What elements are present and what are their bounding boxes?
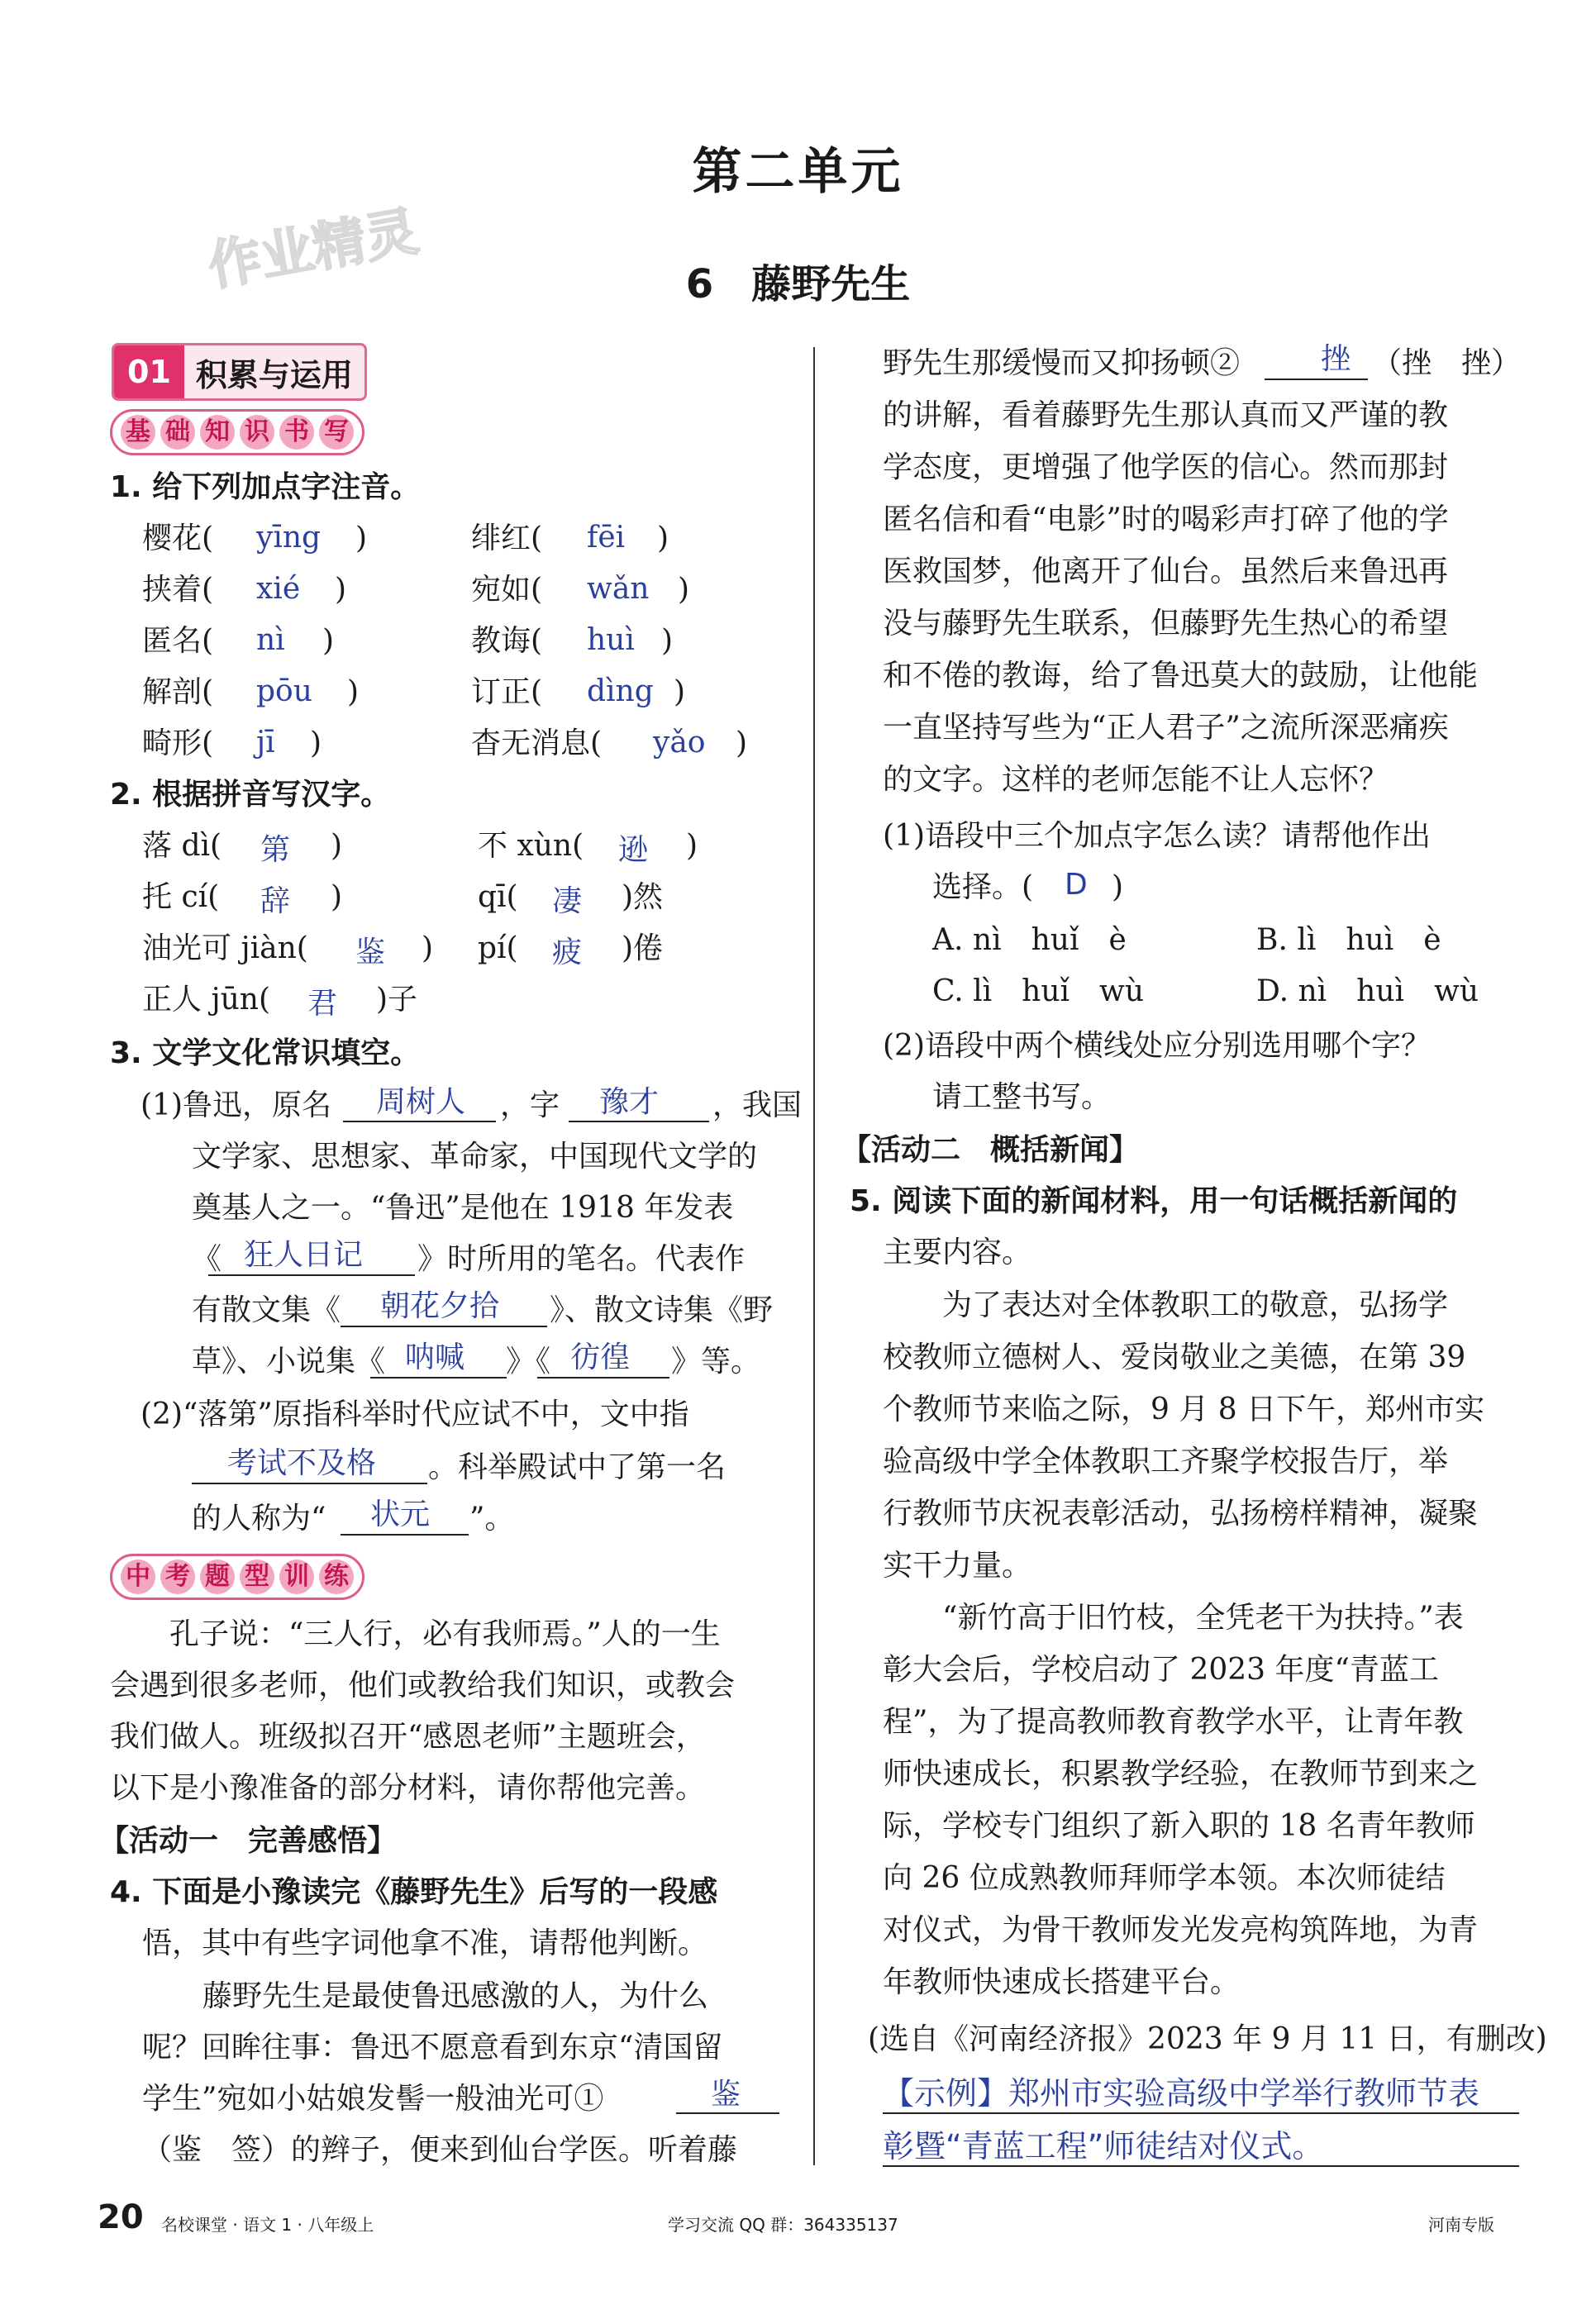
q4-passage: 医救国梦，他离开了仙台。虽然后来鲁迅再: [883, 555, 1449, 588]
paren-close: ): [422, 931, 434, 965]
q4-passage: （挫 挫）: [1372, 346, 1522, 380]
exam-training-tag: [110, 1554, 364, 1600]
q3-text: (1)鲁迅，原名: [141, 1088, 331, 1122]
exam-intro-line: 孔子说：“三人行，必有我师焉。”人的一生: [169, 1617, 721, 1651]
activity-two-heading: 【活动二 概括新闻】: [841, 1133, 1140, 1167]
option-b: B. lì huì è: [1256, 923, 1441, 957]
paren-close: ): [322, 624, 335, 658]
q4-passage: 野先生那缓慢而又抑扬顿②: [883, 346, 1241, 380]
q4-blank1-answer: 鉴: [711, 2078, 741, 2112]
q4-passage: 的讲解，看着藤野先生那认真而又严谨的教: [883, 398, 1449, 432]
q2-answer: 辞: [260, 884, 291, 918]
q1-item: 订正(: [471, 675, 543, 709]
edition: 河南专版: [1428, 2215, 1494, 2235]
basic-knowledge-tag: [110, 409, 364, 455]
paren-close: ): [331, 880, 343, 914]
watermark: 作业精灵: [203, 201, 423, 298]
q4-passage: 学生”宛如小姑娘发髻一般油光可①: [142, 2082, 604, 2116]
option-a: A. nì huǐ è: [932, 923, 1127, 957]
news-line: 际，学校专门组织了新入职的 18 名青年教师: [883, 1809, 1475, 1843]
q1-answer: yǎo: [653, 726, 706, 760]
q5-example-answer: 彰暨“青蓝工程”师徒结对仪式。: [883, 2128, 1324, 2164]
q4-sub1: ): [1112, 870, 1124, 904]
tag-char: 知: [200, 415, 235, 450]
section-number: 01: [114, 345, 184, 398]
q3-text: 文学家、思想家、革命家，中国现代文学的: [192, 1140, 758, 1174]
tag-char: 中: [121, 1559, 155, 1594]
q4-sub2: 请工整书写。: [932, 1080, 1112, 1114]
news-line: 验高级中学全体教职工齐聚学校报告厅，举: [883, 1445, 1449, 1479]
paren-close: ): [686, 829, 698, 863]
q3-text: (2)“落第”原指科举时代应试不中，文中指: [141, 1398, 689, 1431]
paren-close: )倦: [622, 931, 664, 965]
q2-answer: 第: [260, 833, 291, 867]
q4-sub1-answer: D: [1065, 868, 1088, 902]
q2-answer: 逊: [618, 833, 649, 867]
tag-char: 题: [200, 1559, 235, 1594]
q3-answer: 考试不及格: [227, 1446, 377, 1480]
news-line: 程”，为了提高教师教育教学水平，让青年教: [883, 1705, 1464, 1739]
q3-text: 奠基人之一。“鲁迅”是他在 1918 年发表: [192, 1191, 734, 1225]
q2-answer: 疲: [552, 936, 583, 969]
tag-char: 型: [240, 1559, 274, 1594]
q1-item: 畸形(: [142, 726, 214, 760]
q4-passage: 藤野先生是最使鲁迅感激的人，为什么: [202, 1979, 709, 2013]
tag-char: 练: [319, 1559, 354, 1594]
tag-char: 训: [279, 1559, 314, 1594]
section-tag: [112, 343, 367, 401]
answer-underline: [883, 2112, 1519, 2114]
option-d: D. nì huì wù: [1256, 974, 1479, 1008]
q5-title: 5. 阅读下面的新闻材料，用一句话概括新闻的: [850, 1184, 1458, 1218]
q3-text: ，我国: [712, 1088, 803, 1122]
answer-underline: [341, 1326, 547, 1327]
q1-answer: yīng: [256, 521, 322, 555]
news-line: 为了表达对全体教职工的敬意，弘扬学: [942, 1288, 1449, 1322]
lesson-title: [0, 252, 1596, 309]
q4-passage: 匿名信和看“电影”时的喝彩声打碎了他的学: [883, 502, 1449, 536]
paren-close: ): [661, 624, 674, 658]
news-line: 行教师节庆祝表彰活动，弘扬榜样精神，凝聚: [883, 1497, 1479, 1531]
q4-title: 4. 下面是小豫读完《藤野先生》后写的一段感: [110, 1875, 718, 1909]
news-line: 个教师节来临之际，9 月 8 日下午，郑州市实: [883, 1393, 1485, 1426]
lesson-number: 6: [685, 261, 714, 307]
tag-char: 识: [240, 415, 274, 450]
q1-item: 宛如(: [471, 573, 543, 607]
q3-text: 》、散文诗集《野: [550, 1293, 774, 1327]
q3-text: ，字: [500, 1088, 560, 1122]
tag-char: 考: [160, 1559, 195, 1594]
q3-text: 》《: [506, 1345, 551, 1379]
q4-passage: 的文字。这样的老师怎能不让人忘怀？: [883, 763, 1389, 797]
exam-intro-line: 以下是小豫准备的部分材料，请你帮他完善。: [110, 1771, 706, 1805]
q4-sub2: (2)语段中两个横线处应分别选用哪个字？: [883, 1029, 1431, 1063]
q3-answer: 狂人日记: [244, 1238, 364, 1272]
answer-underline: [1265, 379, 1368, 380]
page-number: 20: [98, 2198, 144, 2236]
unit-title: 第二单元: [692, 143, 904, 201]
q3-answer: 豫才: [599, 1085, 660, 1119]
q2-item: 托 cí(: [142, 880, 220, 914]
paren-close: ): [331, 829, 343, 863]
exam-intro-line: 会遇到很多老师，他们或教给我们知识，或教会: [110, 1669, 736, 1702]
q3-answer: 状元: [370, 1498, 431, 1531]
q3-text: ”。: [469, 1502, 515, 1536]
q5-example-answer: 【示例】郑州市实验高级中学举行教师节表: [883, 2075, 1480, 2112]
news-line: “新竹高于旧竹枝，全凭老干为扶持。”表: [942, 1601, 1464, 1635]
q1-item: 樱花(: [142, 521, 214, 555]
q1-answer: huì: [587, 623, 635, 657]
answer-underline: [208, 1274, 415, 1276]
q1-item: 解剖(: [142, 675, 214, 709]
q3-text: 》等。: [671, 1345, 761, 1379]
q1-answer: dìng: [587, 674, 654, 708]
q3-title: 3. 文学文化常识填空。: [110, 1036, 421, 1070]
activity-one-heading: 【活动一 完善感悟】: [99, 1824, 398, 1858]
q4-passage: 一直坚持写些为“正人君子”之流所深恶痛疾: [883, 711, 1449, 745]
paren-close: ): [310, 726, 322, 760]
q4-blank2-answer: 挫: [1321, 342, 1351, 376]
qq-group: 学习交流 QQ 群：364335137: [668, 2215, 898, 2235]
q5-title: 主要内容。: [883, 1236, 1032, 1269]
tag-char: 础: [160, 415, 195, 450]
news-line: 年教师快速成长搭建平台。: [883, 1965, 1241, 1999]
q1-title: 1. 给下列加点字注音。: [110, 470, 421, 504]
q3-text: 有散文集《: [192, 1293, 341, 1327]
q1-item: 匿名(: [142, 624, 214, 658]
news-line: 对仪式，为骨干教师发光发亮构筑阵地，为青: [883, 1913, 1479, 1947]
q3-answer: 周树人: [376, 1085, 466, 1119]
paren-close: ): [347, 675, 360, 709]
q4-passage: 没与藤野先生联系，但藤野先生热心的希望: [883, 607, 1449, 640]
q1-answer: xié: [256, 572, 301, 606]
q2-item: pí(: [478, 931, 518, 965]
q1-item: 教诲(: [471, 624, 543, 658]
q1-answer: jī: [256, 726, 275, 760]
q2-item: 油光可 jiàn(: [142, 931, 308, 965]
q4-passage: （鉴 签）的辫子，便来到仙台学医。听着藤: [142, 2133, 738, 2167]
q2-item: qī(: [478, 880, 518, 914]
q2-item: 落 dì(: [142, 829, 222, 863]
q3-answer: 呐喊: [405, 1340, 465, 1374]
tag-char: 书: [279, 415, 314, 450]
q4-sub1: 选择。(: [932, 870, 1034, 904]
paren-close: )然: [622, 880, 664, 914]
q1-answer: nì: [256, 623, 285, 657]
news-line: 向 26 位成熟教师拜师学本领。本次师徒结: [883, 1861, 1446, 1895]
q3-text: 》时所用的笔名。代表作: [417, 1242, 746, 1276]
q3-text: 《: [192, 1242, 222, 1276]
q3-text: 。科举殿试中了第一名: [428, 1450, 727, 1484]
q1-item: 杳无消息(: [471, 726, 603, 760]
q4-passage: 和不倦的教诲，给了鲁迅莫大的鼓励，让他能: [883, 659, 1479, 693]
q1-answer: pōu: [256, 674, 312, 708]
news-line: 彰大会后，学校启动了 2023 年度“青蓝工: [883, 1653, 1439, 1687]
answer-underline: [341, 1534, 469, 1536]
paren-close: ): [657, 521, 669, 555]
q2-answer: 君: [307, 987, 338, 1021]
paren-close: ): [736, 726, 748, 760]
answer-underline: [343, 1121, 496, 1122]
paren-close: ): [355, 521, 368, 555]
paren-close: ): [674, 675, 686, 709]
q3-text: 草》、小说集《: [192, 1345, 386, 1379]
answer-underline: [192, 1483, 427, 1484]
q1-answer: wǎn: [587, 572, 650, 606]
answer-underline: [569, 1121, 709, 1122]
q3-answer: 彷徨: [570, 1340, 631, 1374]
q1-item: 绯红(: [471, 521, 543, 555]
q3-answer: 朝花夕拾: [380, 1289, 500, 1323]
news-line: 师快速成长，积累教学经验，在教师节到来之: [883, 1757, 1479, 1791]
tag-char: 基: [121, 415, 155, 450]
q2-title: 2. 根据拼音写汉字。: [110, 778, 391, 812]
tag-char: 写: [319, 415, 354, 450]
news-line: 实干力量。: [883, 1549, 1032, 1583]
news-line: 校教师立德树人、爱岗敬业之美德，在第 39: [883, 1340, 1466, 1374]
q2-item: 不 xùn(: [478, 829, 584, 863]
q2-answer: 鉴: [355, 936, 386, 969]
q4-sub1: (1)语段中三个加点字怎么读？请帮他作出: [883, 819, 1431, 853]
q2-answer: 凄: [552, 884, 583, 918]
q2-item: 正人 jūn(: [142, 983, 271, 1017]
answer-underline: [537, 1377, 669, 1379]
lesson-name: 藤野先生: [751, 261, 911, 307]
paren-close: ): [335, 573, 347, 607]
section-title: 积累与运用: [195, 356, 353, 393]
answer-underline: [883, 2165, 1519, 2167]
q4-text: 悟，其中有些字词他拿不准，请帮他判断。: [142, 1926, 708, 1960]
q1-answer: fēi: [587, 521, 626, 555]
paren-close: ): [678, 573, 690, 607]
column-divider: [813, 347, 815, 2165]
exam-intro-line: 我们做人。班级拟召开“感恩老师”主题班会，: [110, 1720, 706, 1754]
option-c: C. lì huǐ wù: [932, 974, 1145, 1008]
q1-item: 挟着(: [142, 573, 214, 607]
q3-text: 的人称为“: [192, 1502, 326, 1536]
book-info: 名校课堂 · 语文 1 · 八年级上: [161, 2215, 374, 2235]
paren-close: )子: [376, 983, 418, 1017]
q4-passage: 呢？回眸往事：鲁迅不愿意看到东京“清国留: [142, 2031, 723, 2064]
q4-passage: 学态度，更增强了他学医的信心。然而那封: [883, 450, 1449, 484]
news-source: (选自《河南经济报》2023 年 9 月 11 日，有删改): [868, 2022, 1547, 2056]
answer-underline: [370, 1377, 507, 1379]
